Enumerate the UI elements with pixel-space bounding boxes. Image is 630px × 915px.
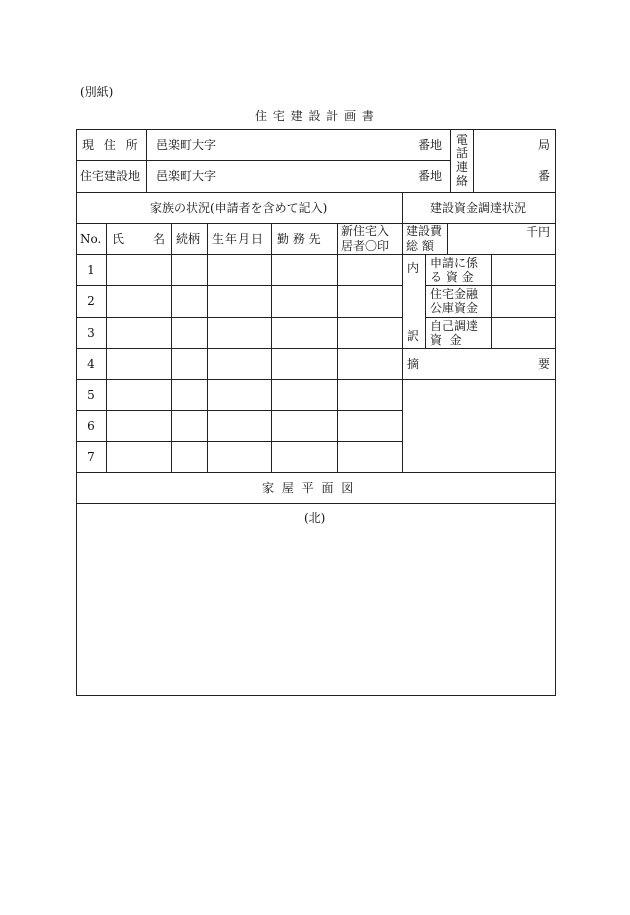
divider	[207, 223, 208, 472]
row-number: 1	[87, 263, 95, 277]
row-number: 7	[87, 450, 95, 464]
breakdown-label: 訳	[407, 329, 420, 343]
divider	[76, 254, 556, 255]
row-number: 4	[87, 357, 95, 371]
column-birth: 生年月日	[212, 232, 265, 246]
divider	[146, 129, 147, 192]
divider	[76, 317, 402, 318]
column-resident: 居者〇印	[341, 239, 390, 253]
row-number: 6	[87, 419, 95, 433]
north-label: (北)	[304, 511, 326, 525]
phone-label-char: 話	[456, 146, 469, 160]
current-address-label: 現 住 所	[82, 138, 141, 152]
row-number: 5	[87, 388, 95, 402]
divider	[76, 441, 402, 442]
divider	[337, 223, 338, 472]
divider	[76, 160, 450, 161]
divider	[450, 129, 451, 192]
funding-item-label: る 資 金	[430, 270, 474, 284]
current-address-value[interactable]: 邑楽町大字	[156, 138, 217, 152]
divider	[473, 129, 474, 192]
remarks-label: 摘	[407, 357, 420, 371]
funding-item-label: 資 金	[430, 333, 462, 347]
divider	[76, 472, 556, 473]
divider	[447, 223, 448, 254]
funding-heading: 建設資金調達状況	[430, 201, 527, 215]
column-no: No.	[80, 232, 102, 246]
row-number: 2	[87, 294, 95, 308]
attachment-label: (別紙)	[80, 85, 114, 99]
site-label: 住宅建設地	[80, 169, 141, 183]
row-number: 3	[87, 326, 95, 340]
funding-item-label: 公庫資金	[430, 301, 479, 315]
floor-plan-heading: 家 屋 平 面 図	[262, 481, 356, 495]
family-heading: 家族の状況(申請者を含めて記入)	[150, 201, 328, 215]
remarks-label: 要	[538, 357, 551, 371]
divider	[491, 254, 492, 348]
divider	[76, 223, 556, 224]
current-address-suffix: 番地	[418, 138, 443, 152]
divider	[171, 223, 172, 472]
document-title: 住 宅 建 設 計 画 書	[255, 109, 375, 123]
site-suffix: 番地	[418, 169, 443, 183]
phone-label-char: 絡	[456, 174, 469, 188]
funding-item-label: 自己調達	[430, 319, 479, 333]
divider	[271, 223, 272, 472]
divider	[76, 379, 556, 380]
column-name: 名	[153, 232, 166, 246]
divider	[76, 192, 556, 193]
column-work: 勤 務 先	[277, 232, 321, 246]
divider	[425, 254, 426, 348]
breakdown-label: 内	[407, 261, 420, 275]
phone-number-label: 番	[538, 169, 551, 183]
divider	[76, 410, 402, 411]
site-value[interactable]: 邑楽町大字	[156, 169, 217, 183]
divider	[402, 192, 403, 472]
floor-plan-area[interactable]	[77, 504, 555, 695]
total-cost-label: 総 額	[406, 239, 434, 253]
divider	[106, 223, 107, 472]
column-name: 氏	[112, 232, 125, 246]
divider	[76, 285, 402, 286]
column-resident: 新住宅入	[341, 224, 390, 238]
phone-label-char: 連	[456, 160, 469, 174]
phone-office-label: 局	[538, 138, 551, 152]
phone-label-char: 電	[456, 133, 469, 147]
unit-label: 千円	[526, 225, 551, 239]
funding-item-label: 申請に係	[430, 256, 479, 270]
column-relation: 続柄	[176, 232, 201, 246]
divider	[76, 348, 556, 349]
total-cost-label: 建設費	[406, 224, 443, 238]
funding-item-label: 住宅金融	[430, 287, 479, 301]
